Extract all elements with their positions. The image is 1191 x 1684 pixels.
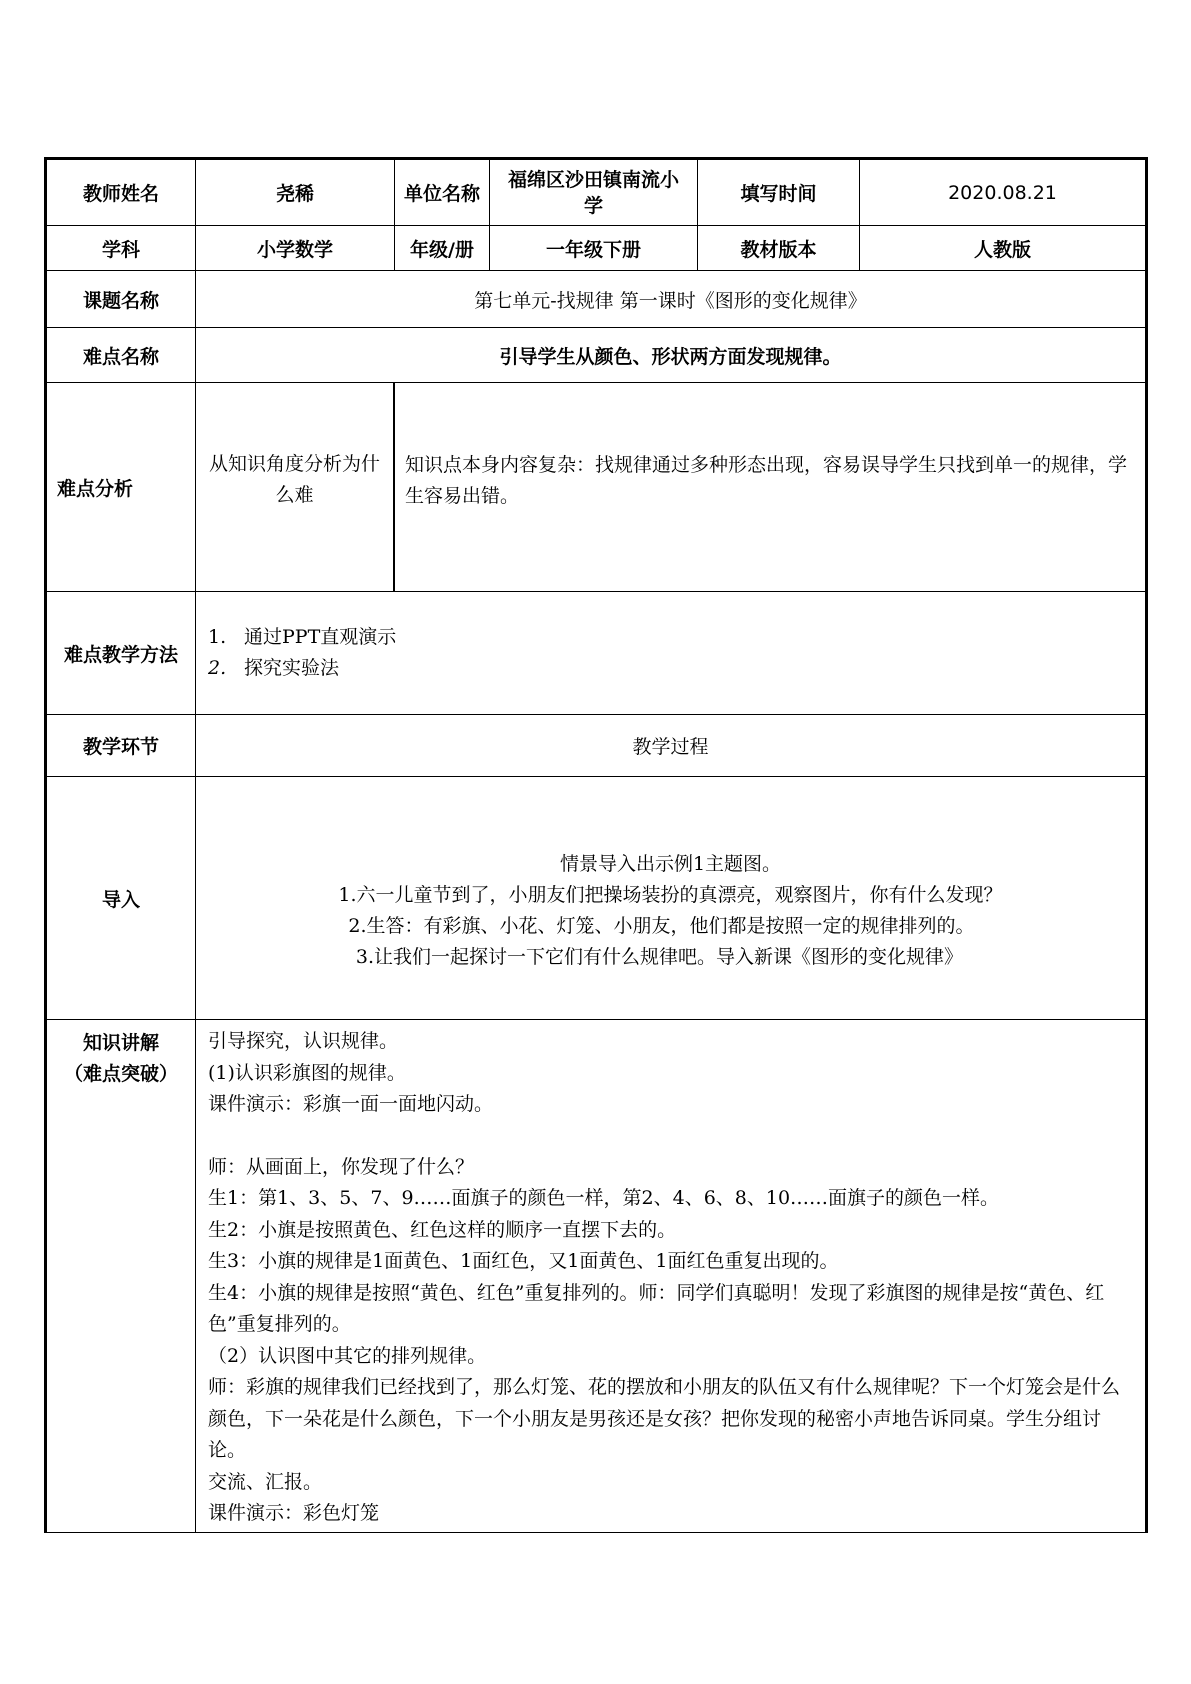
intro-row [46, 777, 1147, 1020]
knowledge-line: 师：从画面上，你发现了什么？ [208, 1155, 475, 1178]
intro-label: 导入 [46, 777, 196, 1020]
knowledge-line: 生4：小旗的规律是按照“黄色、红色”重复排列的。师：同学们真聪明！发现了彩旗图的规律是按“黄色、红色”重复排列的。 [208, 1281, 1105, 1335]
knowledge-content [196, 1020, 1145, 1532]
stage-value: 教学过程 [196, 715, 1147, 777]
subject-value: 小学数学 [196, 226, 395, 271]
fill-date-value: 2020.08.21 [860, 159, 1147, 226]
grade-value: 一年级下册 [490, 226, 698, 271]
method-list [196, 622, 1145, 684]
analysis-cell [196, 383, 1147, 592]
knowledge-line: 师：彩旗的规律我们已经找到了，那么灯笼、花的摆放和小朋友的队伍又有什么规律呢？下一个灯笼会是什么颜色，下一朵花是什么颜色，下一个小朋友是男孩还是女孩？把你发现的秘密小声地告诉同桌。学生分组讨论。 [208, 1376, 1121, 1461]
knowledge-line: 生1：第1、3、5、7、9……面旗子的颜色一样，第2、4、6、8、10……面旗子的颜色一样。 [208, 1187, 1000, 1209]
fill-date-label: 填写时间 [698, 159, 860, 226]
method-item [208, 653, 1145, 684]
intro-line: 3.让我们一起探讨一下它们有什么规律吧。导入新课《图形的变化规律》 [355, 946, 964, 968]
knowledge-line: (1)认识彩旗图的规律。 [208, 1061, 406, 1084]
analysis-text: 知识点本身内容复杂：找规律通过多种形态出现，容易误导学生只找到单一的规律，学生容易出错。 [405, 454, 1128, 507]
knowledge-line: （2）认识图中其它的排列规律。 [208, 1344, 487, 1367]
edition-label: 教材版本 [698, 226, 860, 271]
edition-value: 人教版 [860, 226, 1147, 271]
header-row-2 [46, 226, 1147, 271]
intro-cell [196, 777, 1147, 1020]
topic-value: 第七单元-找规律 第一课时《图形的变化规律》 [196, 271, 1147, 328]
difficulty-row [46, 328, 1147, 383]
lesson-plan-table [44, 157, 1148, 1533]
analysis-sub-label-box [196, 383, 395, 591]
analysis-row [46, 383, 1147, 592]
topic-label: 课题名称 [46, 271, 196, 328]
intro-line: 1.六一儿童节到了，小朋友们把操场装扮的真漂亮，观察图片，你有什么发现？ [338, 884, 1003, 906]
knowledge-cell [196, 1020, 1147, 1533]
unit-name-label: 单位名称 [395, 159, 490, 226]
method-item-num: 2. [208, 657, 227, 679]
method-label: 难点教学方法 [46, 592, 196, 715]
method-item-num: 1. [208, 626, 227, 648]
knowledge-line: 生3：小旗的规律是1面黄色、1面红色，又1面黄色、1面红色重复出现的。 [208, 1250, 839, 1272]
analysis-sub-label: 从知识角度分析为什么难 [208, 453, 380, 506]
header-row-1 [46, 159, 1147, 226]
knowledge-line: 引导探究，认识规律。 [208, 1030, 399, 1052]
method-item-text: 探究实验法 [244, 657, 340, 679]
unit-name-value: 福绵区沙田镇南流小学 [490, 159, 698, 226]
stage-row [46, 715, 1147, 777]
subject-label: 学科 [46, 226, 196, 271]
difficulty-label: 难点名称 [46, 328, 196, 383]
knowledge-line: 课件演示：彩色灯笼 [208, 1502, 380, 1524]
topic-row [46, 271, 1147, 328]
intro-line: 情景导入出示例1主题图。 [559, 853, 782, 875]
difficulty-value: 引导学生从颜色、形状两方面发现规律。 [196, 328, 1147, 383]
analysis-inner [196, 383, 1145, 591]
knowledge-label-line1: 知识讲解 [82, 1032, 159, 1054]
intro-line: 2.生答：有彩旗、小花、灯笼、小朋友，他们都是按照一定的规律排列的。 [348, 915, 975, 937]
analysis-label: 难点分析 [46, 383, 196, 592]
knowledge-line: 生2：小旗是按照黄色、红色这样的顺序一直摆下去的。 [208, 1218, 677, 1241]
knowledge-line: 课件演示：彩旗一面一面地闪动。 [208, 1093, 494, 1115]
knowledge-label-cell [46, 1020, 196, 1533]
knowledge-line: 交流、汇报。 [208, 1470, 323, 1493]
knowledge-row [46, 1020, 1147, 1533]
teacher-name-label: 教师姓名 [46, 159, 196, 226]
knowledge-label-line2: （难点突破） [63, 1063, 178, 1085]
grade-label: 年级/册 [395, 226, 490, 271]
method-item-text: 通过PPT直观演示 [244, 626, 397, 648]
method-item [208, 622, 1145, 653]
stage-label: 教学环节 [46, 715, 196, 777]
knowledge-blank-line [208, 1121, 1135, 1152]
teacher-name-value: 尧稀 [196, 159, 395, 226]
method-cell [196, 592, 1147, 715]
method-row [46, 592, 1147, 715]
